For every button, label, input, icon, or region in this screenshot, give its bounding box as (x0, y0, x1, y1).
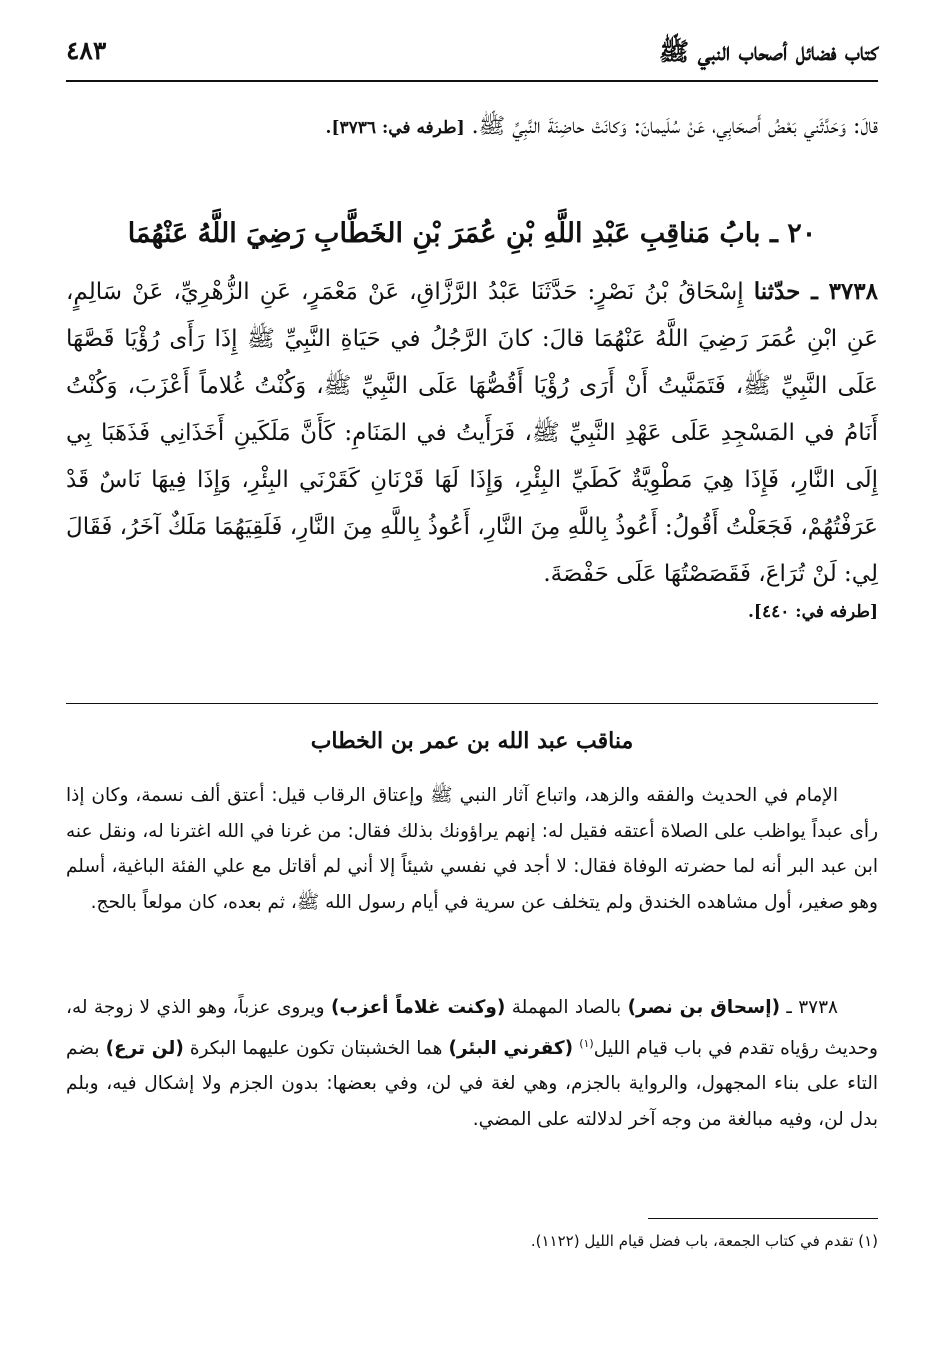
intro-text: قالَ: وَحَدَّثَني بَعْضُ أَصحَابِي، عَنْ سُلَيمانَ: وَكانَتْ حاضِنَةَ النَّبِيِّ ﷺ. (471, 114, 878, 139)
page-number: ٤٨٣ (66, 36, 107, 65)
section-divider (66, 703, 878, 704)
footnote-marker: (١) (579, 1036, 594, 1050)
commentary-text-span: ويروى عزباً، وهو الذي لا زوجة له، وحديث رؤياه تقدم في باب قيام الليل (66, 997, 878, 1059)
commentary-text-span: بالصاد المهملة (505, 997, 628, 1018)
commentary-paragraph-2 (66, 990, 878, 1137)
commentary-quote: (لن ترع) (105, 1037, 184, 1059)
commentary-text-span: بضم التاء على بناء المجهول، والرواية بالجزم، وهي لغة في لن، وفي بعضها: بدون الجزم ولا إشكال فيه، وبلم بدل لن، وفيه مبالغة من وجه آخر لدلالته على المضي. (66, 1037, 878, 1130)
hadith-cross-reference: [طرفه في: ٤٤٠]. (748, 602, 878, 622)
commentary-quote: (إسحاق بن نصر) (627, 997, 781, 1018)
commentary-paragraph-1 (66, 778, 878, 920)
chapter-heading: ٢٠ ـ بابُ مَناقِبِ عَبْدِ اللَّهِ بْنِ عُمَرَ بْنِ الخَطَّابِ رَضِيَ اللَّهُ عَنْهُمَا (127, 218, 817, 249)
commentary-quote: (كقرني البئر) (448, 1037, 574, 1059)
page-header (66, 30, 878, 82)
hadith-body: إِسْحَاقُ بْنُ نَصْرٍ: حَدَّثَنَا عَبْدُ الرَّزَّاقِ، عَنْ مَعْمَرٍ، عَنِ الزُّهْرِيِّ، عَنْ سَالِمٍ، عَنِ ابْنِ عُمَرَ رَضِيَ اللَّهُ عَنْهُمَا قالَ: كانَ الرَّجُلُ في حَيَاةِ النَّبِيِّ ﷺ إِذَا رَأَى رُؤْيَا قَصَّهَا عَلَى النَّبِيِّ ﷺ، فَتَمَنَّيتُ أَنْ أَرَى رُؤْيَا أَقُصُّهَا عَلَى النَّبِيِّ ﷺ، وَكُنْتُ غُلاماً أَعْزَبَ، وَكُنْتُ أَنَامُ في المَسْجِدِ عَلَى عَهْدِ النَّبِيِّ ﷺ، فَرَأَيتُ في المَنَامِ: كَأَنَّ مَلَكَينِ أَخَذَانِي فَذَهَبَا بِي إِلَى النَّارِ، فَإِذَا هِيَ مَطْوِيَّةٌ كَطَيِّ البِئْرِ، وَإِذَا لَهَا قَرْنَانِ كَقَرْنَي البِئْرِ، وَإِذَا فِيهَا نَاسٌ قَدْ عَرَفْتُهُمْ، فَجَعَلْتُ أَقُولُ: أَعُوذُ بِاللَّهِ مِنَ النَّارِ، أَعُوذُ بِاللَّهِ مِنَ النَّارِ، فَلَقِيَهُمَا مَلَكٌ آخَرُ، فَقَالَ لِي: لَنْ تُرَاعَ، فَقَصَصْتُهَا عَلَى حَفْصَةَ. (66, 279, 878, 587)
running-title: كتاب فضائل أصحاب النبي ﷺ (658, 37, 878, 66)
commentary-quote: (وكنت غلاماً أعزب) (330, 997, 506, 1018)
hadith-number: ٣٧٣٨ ـ حدّثنا (753, 278, 878, 305)
hadith-text (66, 268, 878, 598)
intro-cross-reference: [طرفه في: ٣٧٣٦]. (325, 118, 465, 138)
footnote: (١) تقدم في كتاب الجمعة، باب فضل قيام الليل (١١٢٢). (530, 1232, 878, 1250)
intro-paragraph (66, 106, 878, 149)
commentary-title: مناقب عبد الله بن عمر بن الخطاب (310, 728, 634, 754)
commentary-p2-text (66, 990, 878, 1137)
commentary-text-span: هما الخشبتان تكون عليهما البكرة (183, 1037, 449, 1059)
commentary-p2-number: ٣٧٣٨ ـ (780, 997, 838, 1018)
commentary-p1-text: الإمام في الحديث والفقه والزهد، واتباع آثار النبي ﷺ وإعتاق الرقاب قيل: أعتق ألف نسمة، وكان إذا رأى عبداً يواظب على الصلاة أعتقه فقيل له: إنهم يراؤونك بذلك فقال: من غرنا في الله اغترنا له، ونقل عنه ابن عبد البر أنه لما حضرته الوفاة فقال: لا أجد في نفسي شيئاً إلا أني لم أقاتل مع علي الفئة الباغية، أسلم وهو صغير، أول مشاهده الخندق ولم يتخلف عن سرية في أيام رسول الله ﷺ، ثم بعده، كان مولعاً بالحج. (66, 785, 878, 913)
footnote-separator (648, 1218, 878, 1219)
